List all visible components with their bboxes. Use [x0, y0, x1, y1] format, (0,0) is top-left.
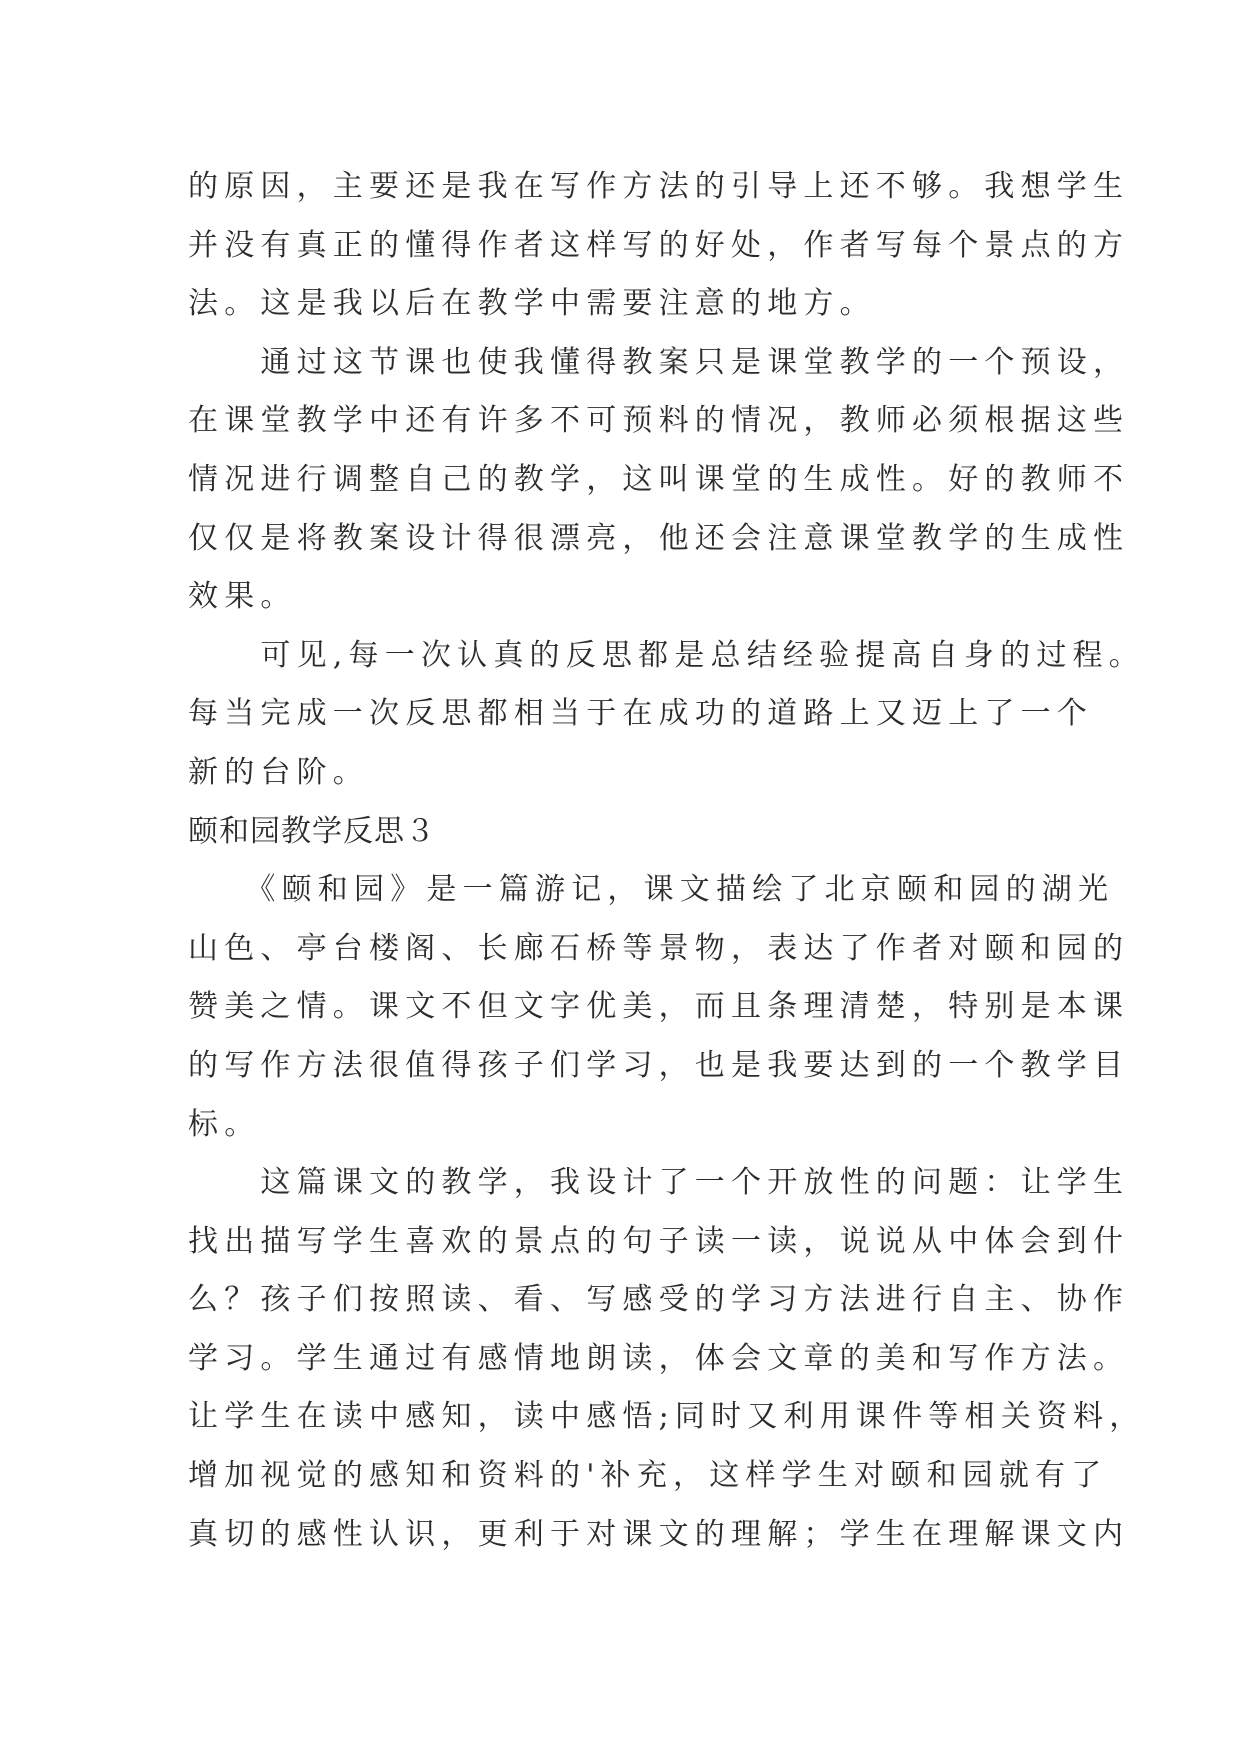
- text-line: 真切的感性认识，更利于对课文的理解；学生在理解课文内: [188, 1516, 1130, 1552]
- document-body: [188, 158, 1146, 1564]
- text-line: 么？孩子们按照读、看、写感受的学习方法进行自主、协作: [188, 1282, 1130, 1318]
- text-line: 增加视觉的感知和资料的'补充，这样学生对颐和园就有了: [188, 1458, 1108, 1494]
- text-line: 的写作方法很值得孩子们学习，也是我要达到的一个教学目: [188, 1047, 1130, 1083]
- text-line: 新的台阶。: [188, 754, 369, 790]
- text-line: 山色、亭台楼阁、长廊石桥等景物，表达了作者对颐和园的: [188, 930, 1130, 966]
- text-line: 效果。: [188, 579, 297, 615]
- text-line: 《颐和园》是一篇游记，课文描绘了北京颐和园的湖光: [188, 872, 1115, 908]
- text-line: 情况进行调整自己的教学，这叫课堂的生成性。好的教师不: [188, 461, 1130, 497]
- text-line: 法。这是我以后在教学中需要注意的地方。: [188, 286, 876, 322]
- text-line: 可见,每一次认真的反思都是总结经验提高自身的过程。: [188, 637, 1145, 673]
- paragraph-summer-palace-intro: [188, 861, 1130, 1154]
- paragraph-teaching-design: [188, 1154, 1146, 1564]
- text-line: 标。: [188, 1106, 261, 1142]
- text-line: 在课堂教学中还有许多不可预料的情况，教师必须根据这些: [188, 403, 1130, 439]
- text-line: 的原因，主要还是我在写作方法的引导上还不够。我想学生: [188, 169, 1130, 204]
- section-title: 颐和园教学反思３: [188, 813, 436, 849]
- text-line: 每当完成一次反思都相当于在成功的道路上又迈上了一个: [188, 696, 1093, 732]
- paragraph-cause: [188, 158, 1130, 334]
- text-line: 仅仅是将教案设计得很漂亮，他还会注意课堂教学的生成性: [188, 520, 1130, 556]
- text-line: 学习。学生通过有感情地朗读，体会文章的美和写作方法。: [188, 1340, 1130, 1376]
- paragraph-reflection: [188, 627, 1145, 803]
- paragraph-lesson-plan: [188, 334, 1130, 627]
- text-line: 赞美之情。课文不但文字优美，而且条理清楚，特别是本课: [188, 989, 1130, 1025]
- text-line: 这篇课文的教学，我设计了一个开放性的问题：让学生: [188, 1165, 1130, 1201]
- text-line: 并没有真正的懂得作者这样写的好处，作者写每个景点的方: [188, 227, 1130, 263]
- text-line: 让学生在读中感知，读中感悟;同时又利用课件等相关资料，: [188, 1399, 1146, 1435]
- text-line: 找出描写学生喜欢的景点的句子读一读，说说从中体会到什: [188, 1223, 1130, 1259]
- text-line: 通过这节课也使我懂得教案只是课堂教学的一个预设，: [188, 344, 1130, 380]
- section-heading: [188, 803, 1068, 862]
